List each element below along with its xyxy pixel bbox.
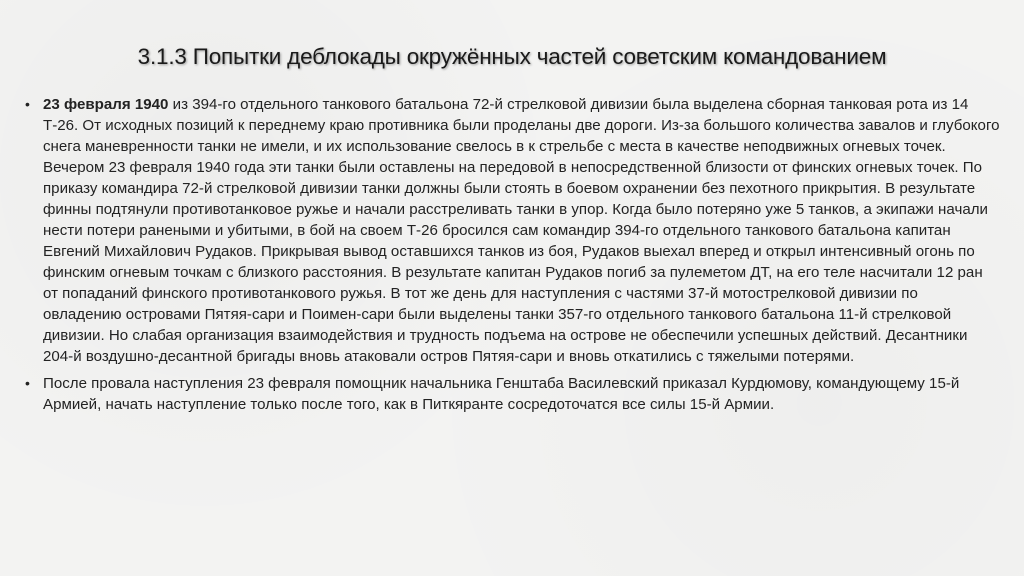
- slide-title: 3.1.3 Попытки деблокады окружённых частей советским командованием: [137, 44, 887, 69]
- paragraph-text: из 394-го отдельного танкового батальона 72-й стрелковой дивизии была выделена сборная танковая рота из 14 Т-26. От исходных позиций к переднему краю противника были проделаны две дороги. Из-за большого количества завалов и глубокого снега маневренности танки не имели, и их использование свелось в к стрельбе с места в качестве неподвижных огневых точек. Вечером 23 февраля 1940 года эти танки были оставлены на передовой в непосредственной близости от финских огневых точек. По приказу командира 72-й стрелковой дивизии танки должны были стоять в боевом охранении без пехотного прикрытия. В результате финны подтянули противотанковое ружье и начали расстреливать танки в упор. Когда было потеряно уже 5 танков, а экипажи начали нести потери ранеными и убитыми, в бой на своем Т-26 бросился сам командир 394-го отдельного танкового батальона капитан Евгений Михайлович Рудаков. Прикрывая вывод оставшихся танков из боя, Рудаков выехал вперед и открыл интенсивный огонь по финским огневым точкам с близкого расстояния. В результате капитан Рудаков погиб за пулеметом ДТ, на его теле насчитали 12 ран от попаданий финского противотанкового ружья. В тот же день для наступления с частями 37-й мотострелковой дивизии по овладению островами Пятяя-сари и Поимен-сари были выделены танки 357-го отдельного танкового батальона 11-й стрелковой дивизии. Но слабая организация взаимодействия и трудность подъема на острове не обеспечили успешных действий. Десантники 204-й воздушно-десантной бригады вновь атаковали остров Пятяя-сари и вновь откатились с тяжелыми потерями.: [43, 96, 1000, 365]
- paragraph-text: После провала наступления 23 февраля помощник начальника Генштаба Василевский приказал Курдюмову, командующему 15-й Армией, начать наступление только после того, как в Питкяранте сосредоточатся все силы 15-й Армии.: [43, 375, 960, 413]
- bullet-paragraph-1: [25, 94, 1000, 367]
- bullet-icon: •: [25, 375, 30, 391]
- paragraph-date: 23 февраля 1940: [43, 96, 169, 113]
- bullet-paragraph-2: [25, 373, 1000, 415]
- bullet-list: [25, 94, 1000, 421]
- bullet-icon: •: [25, 96, 30, 112]
